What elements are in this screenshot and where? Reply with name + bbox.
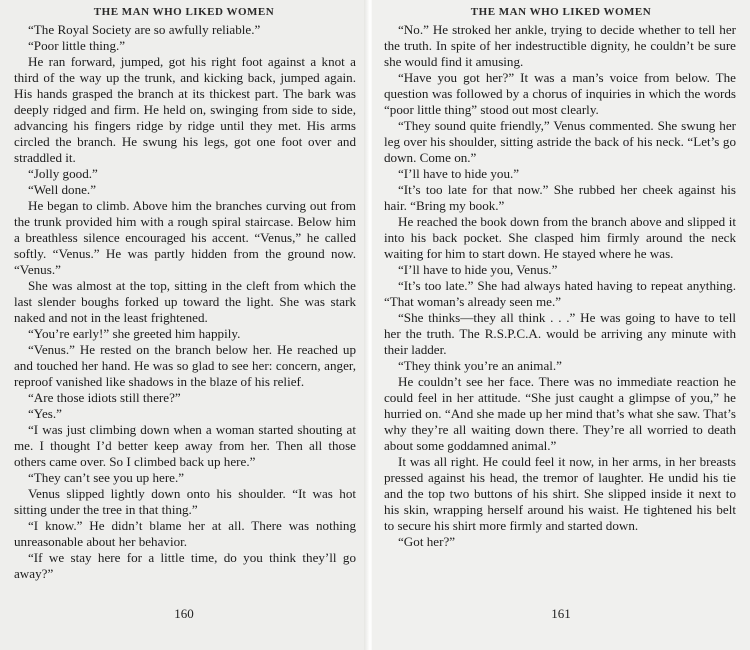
paragraph: “Have you got her?” It was a man’s voice from below. The question was followed by a chorus of inquiries in which the words “poor little thing” stood out most clearly. — [384, 70, 736, 117]
paragraph: “Poor little thing.” — [28, 38, 126, 53]
paragraph: “They think you’re an animal.” — [398, 358, 562, 373]
paragraph: “Got her?” — [398, 534, 456, 549]
paragraph: It was all right. He could feel it now, in her arms, in her breasts pressed against his head, the tremor of laughter. He undid his tie and the top two buttons of his shirt. She slipped inside it next to his skin, wrapping herself around his waist. He tightened his belt to secure his shirt more firmly and started down. — [384, 454, 736, 533]
paragraph: “They sound quite friendly,” Venus commented. She swung her leg over his shoulder, sitting astride the back of his neck. “Let’s go down. Come on.” — [384, 118, 736, 165]
paragraph: “Well done.” — [28, 182, 97, 197]
right-page-number: 161 — [551, 606, 571, 621]
paragraph: “Jolly good.” — [28, 166, 98, 181]
paragraph: He ran forward, jumped, got his right foot against a knot a third of the way up the trunk, and kicking back, jumped again. His hands grasped the branch at its thickest part. The bark was deeply ridged and firm. He held on, swinging from side to side, advancing his fingers ridge by ridge until they met. His arms circled the branch. He swung his legs, got one foot over and straddled it. — [14, 54, 356, 165]
left-page — [0, 0, 368, 650]
paragraph: He couldn’t see her face. There was no immediate reaction he could feel in her attitude. “She just caught a glimpse of you,” he hurried on. “And she made up her mind that’s what she saw. That’s why they’re all waiting down there. They’re all worried to death about some goddamned animal.” — [384, 374, 736, 453]
paragraph: “They can’t see you up here.” — [28, 470, 185, 485]
right-page — [372, 0, 750, 650]
paragraph: “The Royal Society are so awfully reliable.” — [28, 22, 261, 37]
paragraph: “I was just climbing down when a woman started shouting at me. I thought I’d better keep away from her. Then all those others came over. So I climbed back up here.” — [14, 422, 356, 469]
paragraph: “I’ll have to hide you.” — [398, 166, 520, 181]
paragraph: “Yes.” — [28, 406, 62, 421]
left-page-number: 160 — [174, 606, 194, 621]
left-running-head: THE MAN WHO LIKED WOMEN — [93, 6, 275, 18]
right-running-head: THE MAN WHO LIKED WOMEN — [470, 6, 652, 18]
paragraph: “If we stay here for a little time, do you think they’ll go away?” — [14, 550, 356, 581]
paragraph: “It’s too late for that now.” She rubbed her cheek against his hair. “Bring my book.” — [384, 182, 736, 213]
paragraph: “She thinks—they all think . . .” He was going to have to tell her the truth. The R.S.P.C.A. would be arriving any minute with their ladder. — [384, 310, 736, 357]
paragraph: “I’ll have to hide you, Venus.” — [398, 262, 558, 277]
paragraph: Venus slipped lightly down onto his shoulder. “It was hot sitting under the tree in that thing.” — [14, 486, 356, 517]
paragraph: He reached the book down from the branch above and slipped it into his back pocket. She clasped him firmly around the neck waiting for him to start down. He stayed where he was. — [384, 214, 736, 261]
paragraph: “It’s too late.” She had always hated having to repeat anything. “That woman’s already seen me.” — [384, 278, 736, 309]
paragraph: “Are those idiots still there?” — [28, 390, 181, 405]
paragraph: He began to climb. Above him the branches curving out from the trunk provided him with a rough spiral staircase. Below him a breathless silence encouraged his accent. “Venus,” he called softly. “Venus.” He was partly hidden from the ground now. “Venus.” — [14, 198, 356, 277]
right-body-text — [384, 22, 736, 550]
left-body-text — [14, 22, 356, 582]
paragraph: She was almost at the top, sitting in the cleft from which the last slender boughs forked up toward the light. She was stark naked and not in the least frightened. — [14, 278, 356, 325]
paragraph: “Venus.” He rested on the branch below her. He reached up and touched her hand. He was so glad to see her: concern, anger, reproof vanished like shadows in the blaze of his relief. — [14, 342, 356, 389]
paragraph: “No.” He stroked her ankle, trying to decide whether to tell her the truth. In spite of her indestructible dignity, he couldn’t be sure she would find it amusing. — [384, 22, 736, 69]
paragraph: “You’re early!” she greeted him happily. — [28, 326, 241, 341]
paragraph: “I know.” He didn’t blame her at all. There was nothing unreasonable about her behavior. — [14, 518, 356, 549]
